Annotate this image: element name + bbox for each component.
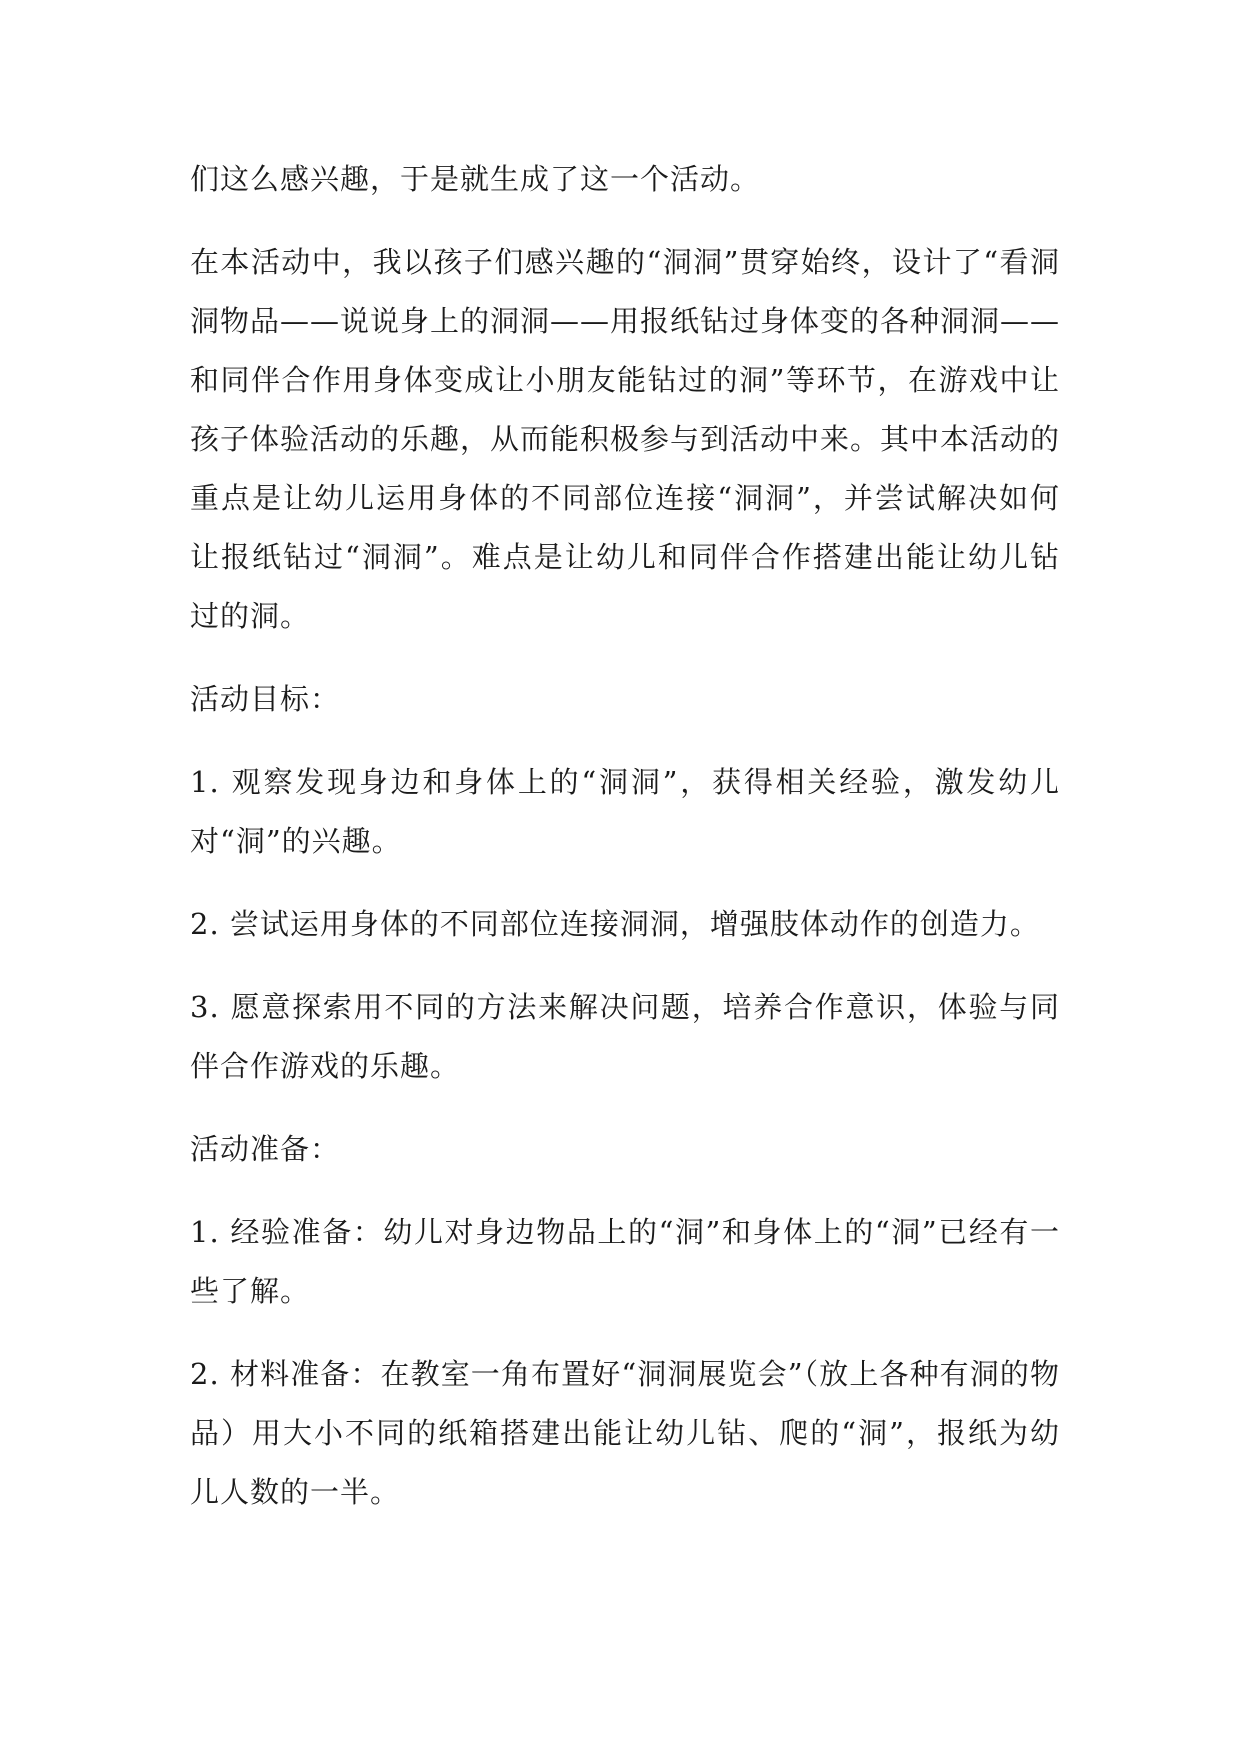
preparation-item-1: 1. 经验准备：幼儿对身边物品上的“洞”和身体上的“洞”已经有一些了解。 bbox=[190, 1215, 1060, 1308]
heading-activity-preparation: 活动准备： bbox=[190, 1132, 341, 1166]
goal-item-1: 1. 观察发现身边和身体上的“洞洞”，获得相关经验，激发幼儿对“洞”的兴趣。 bbox=[190, 765, 1060, 858]
goal-item-2: 2. 尝试运用身体的不同部位连接洞洞，增强肢体动作的创造力。 bbox=[190, 907, 1040, 941]
goal-item-3: 3. 愿意探索用不同的方法来解决问题，培养合作意识，体验与同伴合作游戏的乐趣。 bbox=[190, 990, 1060, 1083]
document-body bbox=[190, 150, 1060, 1546]
paragraph-intro-continuation: 们这么感兴趣，于是就生成了这一个活动。 bbox=[190, 162, 761, 196]
heading-activity-goals: 活动目标： bbox=[190, 682, 341, 716]
paragraph-activity-design: 在本活动中，我以孩子们感兴趣的“洞洞”贯穿始终，设计了“看洞洞物品——说说身上的洞洞——用报纸钻过身体变的各种洞洞——和同伴合作用身体变成让小朋友能钻过的洞”等环节，在游戏中让孩子体验活动的乐趣，从而能积极参与到活动中来。其中本活动的重点是让幼儿运用身体的不同部位连接“洞洞”，并尝试解决如何让报纸钻过“洞洞”。难点是让幼儿和同伴合作搭建出能让幼儿钻过的洞。 bbox=[190, 245, 1061, 633]
preparation-item-2: 2. 材料准备：在教室一角布置好“洞洞展览会”（放上各种有洞的物品）用大小不同的纸箱搭建出能让幼儿钻、爬的“洞”，报纸为幼儿人数的一半。 bbox=[190, 1357, 1060, 1509]
